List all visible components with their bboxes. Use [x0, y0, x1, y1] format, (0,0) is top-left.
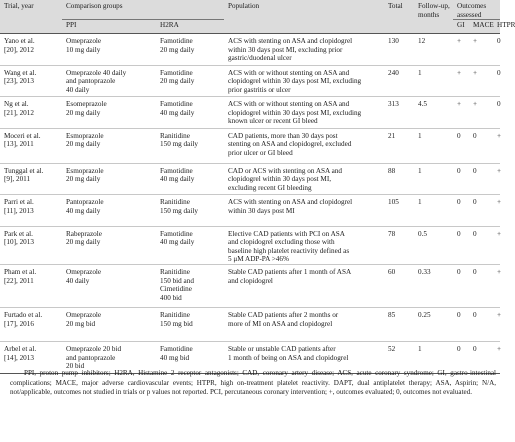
- cell-h2ra: Famotidine 40 mg daily: [156, 163, 224, 195]
- header-gi: GI: [453, 20, 469, 34]
- cell-ppi: Esmoprazole 20 mg daily: [62, 163, 156, 195]
- cell-trial: Furtado et al. [17], 2016: [0, 308, 62, 342]
- cell-total: 85: [384, 308, 414, 342]
- header-mace: MACE: [469, 20, 493, 34]
- header-htpr: HTPR: [493, 20, 500, 34]
- cell-ppi: Omeprazole 40 daily: [62, 265, 156, 308]
- cell-mace: 0: [469, 265, 493, 308]
- cell-h2ra: Famotidine 20 mg daily: [160, 37, 195, 54]
- header-population: Population: [224, 0, 384, 34]
- cell-mace: 0: [469, 195, 493, 227]
- cell-trial: Tunggal et al. [9], 2011: [0, 163, 62, 195]
- table-row: [0, 97, 500, 129]
- cell-population: ACS with or without stenting on ASA and clopidogrel within 30 days post MI, excluding prior gastritis or ulcer: [224, 65, 384, 97]
- cell-trial: Ng et al. [21], 2012: [0, 97, 62, 129]
- cell-trial: Wang et al. [23], 2013: [0, 65, 62, 97]
- cell-followup: 12: [418, 37, 426, 46]
- cell-population: ACS with stenting on ASA and clopidogrel within 30 days post MI: [224, 195, 384, 227]
- cell-ppi: Esomeprazole 20 mg daily: [62, 97, 156, 129]
- table-row: [0, 265, 500, 308]
- cell-gi: +: [453, 65, 469, 97]
- cell-htpr: +: [493, 308, 500, 342]
- header-total: Total: [384, 0, 414, 34]
- cell-ppi: Rabeprazole 20 mg daily: [62, 226, 156, 264]
- cell-h2ra: Famotidine 20 mg daily: [156, 65, 224, 97]
- cell-htpr: +: [493, 128, 500, 163]
- cell-ppi: Omeprazole 40 daily and pantoprazole 40 daily: [62, 65, 156, 97]
- cell-mace: 0: [469, 128, 493, 163]
- table-row: [0, 195, 500, 227]
- cell-mace: 0: [469, 163, 493, 195]
- cell-population: Stable CAD patients after 2 months or more of MI on ASA and clopidogrel: [224, 308, 384, 342]
- cell-total: 105: [384, 195, 414, 227]
- cell-total: 130: [388, 37, 399, 46]
- cell-h2ra: Ranitidine 150 bid and Cimetidine 400 bid: [156, 265, 224, 308]
- cell-followup: 1: [414, 342, 453, 374]
- cell-trial: Moceri et al. [13], 2011: [0, 128, 62, 163]
- cell-trial: Park et al. [10], 2013: [0, 226, 62, 264]
- cell-gi: 0: [453, 128, 469, 163]
- cell-population: CAD patients, more than 30 days post stenting on ASA and clopidogrel, excluded prior ulcer or GI bleed: [224, 128, 384, 163]
- cell-total: 78: [384, 226, 414, 264]
- cell-followup: 1: [414, 65, 453, 97]
- cell-gi: 0: [453, 265, 469, 308]
- table-row: [0, 128, 500, 163]
- header-comparison-groups: Comparison groups: [62, 0, 224, 20]
- cell-followup: 1: [414, 163, 453, 195]
- cell-mace: +: [469, 97, 493, 129]
- cell-total: 240: [384, 65, 414, 97]
- cell-trial: Arbel et al. [14], 2013: [0, 342, 62, 374]
- cell-htpr: 0: [493, 97, 500, 129]
- cell-population: ACS with or without stenting on ASA and clopidogrel within 30 days post MI, excluding known ulcer or recent GI bleed: [224, 97, 384, 129]
- header-outcomes-assessed: Outcomes assessed: [453, 0, 500, 20]
- cell-followup: 4.5: [414, 97, 453, 129]
- cell-trial: Pham et al. [22], 2011: [0, 265, 62, 308]
- cell-gi: 0: [453, 163, 469, 195]
- cell-mace: +: [473, 37, 478, 46]
- cell-htpr: 0: [497, 37, 501, 46]
- cell-followup: 0.5: [414, 226, 453, 264]
- cell-population: Stable CAD patients after 1 month of ASA and clopidogrel: [224, 265, 384, 308]
- cell-htpr: +: [493, 226, 500, 264]
- cell-h2ra: Famotidine 40 mg daily: [156, 97, 224, 129]
- cell-htpr: 0: [493, 65, 500, 97]
- cell-population: Stable or unstable CAD patients after 1 month of being on ASA and clopidogrel: [224, 342, 384, 374]
- cell-gi: 0: [453, 308, 469, 342]
- cell-gi: +: [457, 37, 462, 46]
- table-row: [0, 65, 500, 97]
- cell-followup: 0.25: [414, 308, 453, 342]
- cell-gi: 0: [453, 342, 469, 374]
- cell-h2ra: Famotidine 40 mg bid: [156, 342, 224, 374]
- cell-population: ACS with stenting on ASA and clopidogrel within 30 days post MI, excluding prior gastric/duodenal ulcer: [228, 37, 353, 63]
- table-row: [0, 163, 500, 195]
- cell-ppi: Pantoprazole 40 mg daily: [62, 195, 156, 227]
- cell-mace: 0: [469, 342, 493, 374]
- cell-ppi: Omeprazole 10 mg daily: [66, 37, 102, 54]
- cell-ppi: Esmoprazole 20 mg daily: [62, 128, 156, 163]
- cell-htpr: +: [493, 195, 500, 227]
- cell-population: CAD or ACS with stenting on ASA and clopidogrel within 30 days post MI, excluding recent GI bleeding: [224, 163, 384, 195]
- cell-total: 21: [384, 128, 414, 163]
- table-row: [0, 226, 500, 264]
- cell-mace: +: [469, 65, 493, 97]
- cell-gi: 0: [453, 226, 469, 264]
- cell-htpr: +: [493, 342, 500, 374]
- cell-mace: 0: [469, 226, 493, 264]
- cell-followup: 1: [414, 128, 453, 163]
- cell-followup: 0.33: [414, 265, 453, 308]
- table-row: [0, 34, 500, 66]
- cell-gi: +: [453, 97, 469, 129]
- header-ppi: PPI: [62, 20, 156, 34]
- table-row: [0, 308, 500, 342]
- cell-h2ra: Ranitidine 150 mg bid: [156, 308, 224, 342]
- table-footnote: PPI, proton pump inhibitors; H2RA, Histamine 2 receptor antagonists; CAD, coronary artery disease; ACS, acute coronary syndrome; GI, gastro-intestinal complications; MACE, major adverse cardiovascular events; HTPR, high on-treatment platelet reactivity. DAPT, dual antiplatelet therapy; ASA, Aspirin; N/A, not/applicable, outcomes not studied in trials or p values not reported. PCI, percutaneous coronary intervention; +, outcomes evaluated; 0, outcomes not evaluated.: [10, 369, 496, 397]
- cell-h2ra: Famotidine 40 mg daily: [156, 226, 224, 264]
- cell-gi: 0: [453, 195, 469, 227]
- header-trial-year: Trial, year: [0, 0, 62, 34]
- cell-followup: 1: [414, 195, 453, 227]
- cell-trial: Parri et al. [11], 2013: [0, 195, 62, 227]
- header-follow-up: Follow-up, months: [414, 0, 453, 34]
- cell-trial: Yano et al. [20], 2012: [4, 37, 35, 54]
- cell-h2ra: Ranitidine 150 mg daily: [156, 128, 224, 163]
- header-h2ra: H2RA: [156, 20, 224, 34]
- cell-ppi: Omeprazole 20 mg bid: [62, 308, 156, 342]
- cell-total: 52: [384, 342, 414, 374]
- cell-htpr: +: [493, 265, 500, 308]
- cell-total: 313: [384, 97, 414, 129]
- cell-population: Elective CAD patients with PCI on ASA and clopidogrel excluding those with baseline high platelet reactivity defined as 5 μM ADP-PA >46%: [224, 226, 384, 264]
- cell-htpr: +: [493, 163, 500, 195]
- cell-total: 88: [384, 163, 414, 195]
- cell-ppi: Omeprazole 20 bid and pantoprazole 20 bid: [62, 342, 156, 374]
- cell-h2ra: Ranitidine 150 mg daily: [156, 195, 224, 227]
- cell-total: 60: [384, 265, 414, 308]
- cell-mace: 0: [469, 308, 493, 342]
